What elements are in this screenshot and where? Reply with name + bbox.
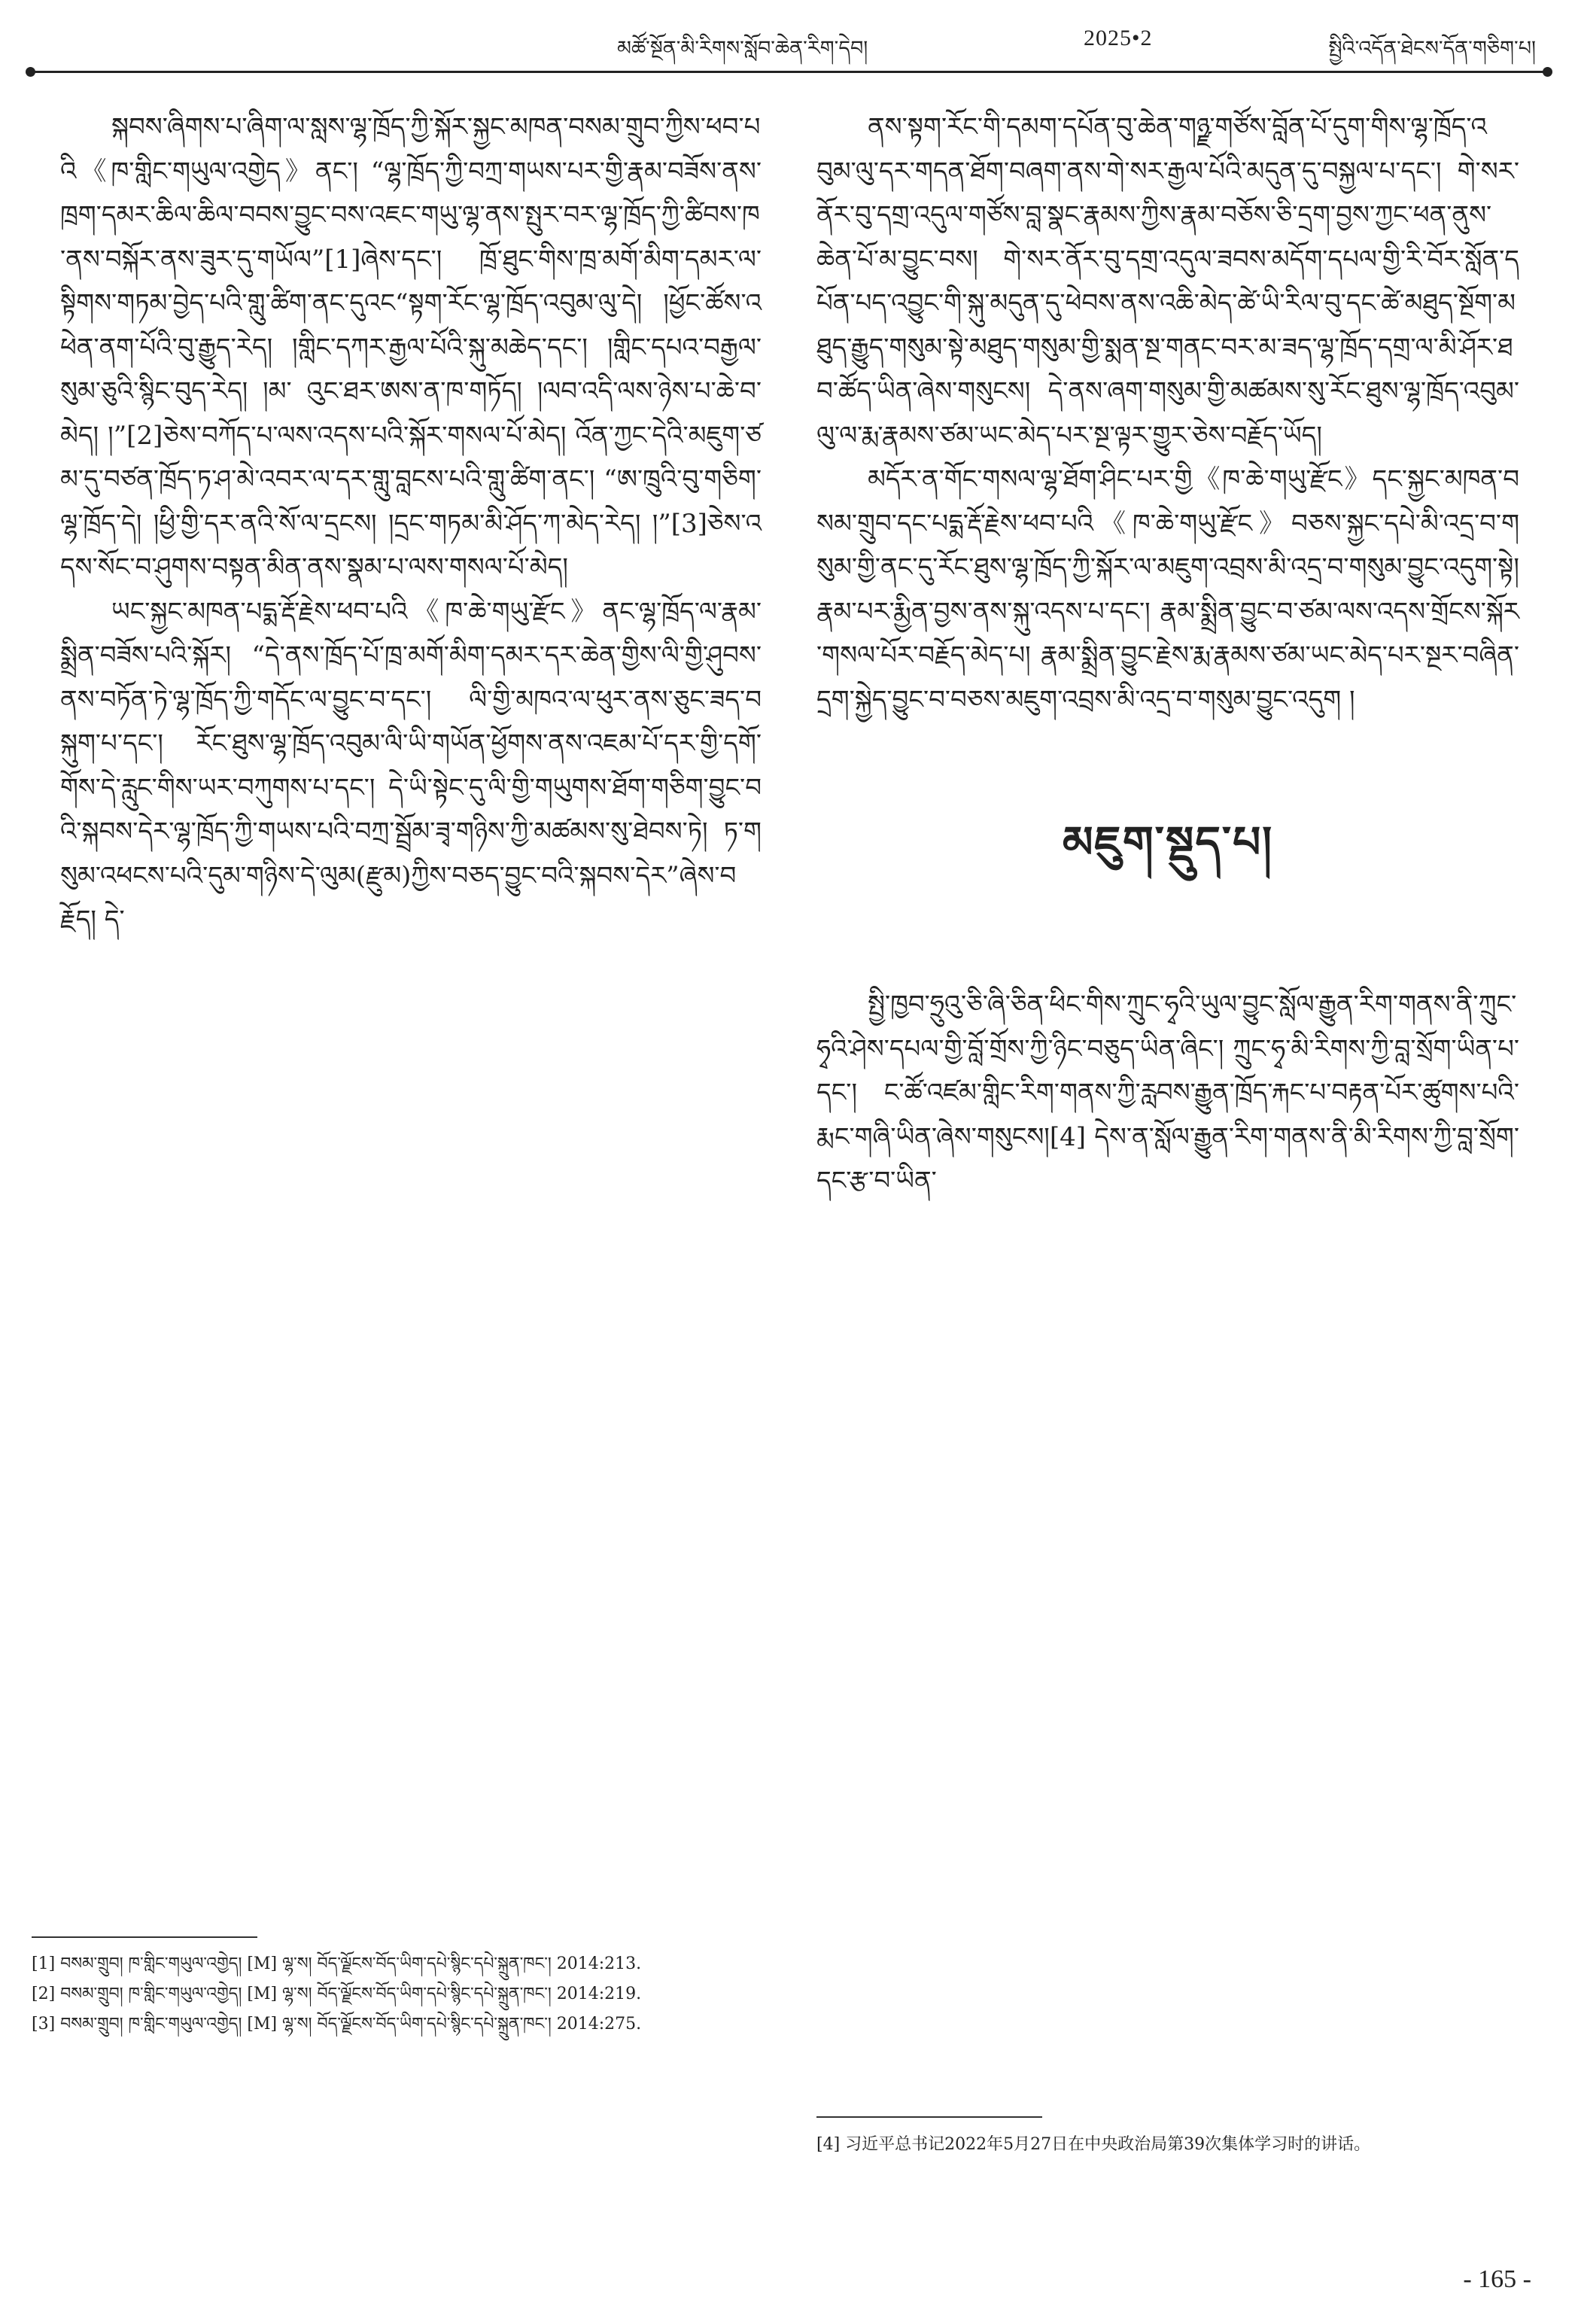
body-paragraph: ཡང་སྐྱང་མཁན་པདྨ་རྡོ་རྗེས་ཕབ་པའི《ཁ་ཆེ་གཡུ་རྫོང》ནང་ལྷ་ཁྲོད་ལ་རྣམ་སྨྲིན་བཟོས་པའི་སྐོར། “དེ་ནས་ཁྲོད་པོ་ཁྲ་མགོ་མིག་དམར་དར་ཆེན་གྱིས་ལི་གྱི་ཤུབས་ནས་བཏོན་ཏེ་ལྷ་ཁྲོད་ཀྱི་གདོང་ལ་བྱུང་བ་དང་། ལི་གྱི་མཁའ་ལ་ཕུར་ནས་ཅུང་ཟད་བསྐུག་པ་དང་། རོང་ཐུས་ལྷ་ཁྲོད་འབུམ་ལི་ཡི་གཡོན་ཕྱོགས་ནས་འཇམ་པོ་དར་གྱི་དགོ་གོས་དེ་རླུང་གིས་ཡར་བཀུགས་པ་དང་། དེ་ཡི་སྟེང་དུ་ལི་གྱི་གཡུགས་ཐོག་གཅིག་བྱུང་བའི་སྐབས་དེར་ལྷ་ཁྲོད་ཀྱི་གཡས་པའི་བཀྲ་སྦྲོམ་ཟྭ་གཉིས་ཀྱི་མཚམས་སུ་ཐེབས་ཏེ། ཏ་གསུམ་འཕངས་པའི་དུམ་གཉིས་དེ་ལུམ(རྫུམ)ཀྱིས་བཅད་བྱུང་བའི་སྐབས་དེར”ཞེས་བརྗོད། དེ་ [60,596,762,935]
journal-title: མཚོ་སྔོན་མི་རིགས་སློབ་ཆེན་རིག་དེབ། [617,37,868,60]
body-paragraph: སྤྱི་ཁྱབ་ཧྲུའུ་ཅི་ཞི་ཅིན་ཕིང་གིས་ཀྲུང་ཧྭའི་ཡུལ་བྱུང་སློལ་རྒྱུན་རིག་གནས་ནི་ཀྲུང་ཧྭའི་ཤེས་དཔལ་གྱི་བློ་གྲོས་ཀྱི་ཉིང་བཅུད་ཡིན་ཞིང་། ཀྲུང་ཧྭ་མི་རིགས་ཀྱི་བླ་སྲོག་ཡིན་པ་དང་། ང་ཚོ་འཛམ་གླིང་རིག་གནས་ཀྱི་རླབས་རྒྱུན་ཁྲོད་རྐང་པ་བརྟན་པོར་ཚུགས་པའི་རྨང་གཞི་ཡིན་ཞེས་གསུངས།[4] དེས་ན་སློལ་རྒྱུན་རིག་གནས་ནི་མི་རིགས་ཀྱི་བླ་སྲོག་དང་རྩ་བ་ཡིན་ [816,990,1519,1196]
section-heading: མཇུག་སྡུད་པ། [1062,817,1274,868]
running-header [30,21,1548,66]
footnote: [3] བསམ་གྲུབ། ཁ་གླིང་གཡུལ་འགྱེད། [M] ལྷ་ས། བོད་ལྗོངས་བོད་ཡིག་དཔེ་སྙིང་དཔེ་སྐྲུན་ཁང་། 2014:275. [32,2015,642,2034]
footnote-rule [816,2116,1042,2118]
body-paragraph: ནས་སྟག་རོང་གི་དམག་དཔོན་བུ་ཆེན་གཉྫ་གཙོས་བློན་པོ་དུག་གིས་ལྷ་ཁྲོད་འབུམ་ལུ་དར་གདན་ཐོག་བཞག་ནས་གེ་སར་རྒྱལ་པོའི་མདུན་དུ་བསྐྱལ་པ་དང་། གེ་སར་ནོར་བུ་དགྲ་འདུལ་གཙོས་བླ་སྣང་རྣམས་ཀྱིས་རྣམ་བཅོས་ཅི་དྲག་བྱས་ཀྱང་ཕན་ནུས་ཆེན་པོ་མ་བྱུང་བས། གེ་སར་ནོར་བུ་དགྲ་འདུལ་ཟབས་མདོག་དཔལ་གྱི་རི་བོར་སློན་དཔོན་པད་འབྱུང་གི་སྐུ་མདུན་དུ་ཕེབས་ནས་འཆི་མེད་ཚེ་ཡི་རིལ་བུ་དང་ཚེ་མཐུད་སྔོག་མཐུད་རྒྱུད་གསུམ་སྟེ་མཐུད་གསུམ་གྱི་སྨན་སྔ་གནང་བར་མ་ཟད་ལྷ་ཁྲོད་དགྲ་ལ་མི་ཤོར་ཐབ་ཚོད་ཡིན་ཞེས་གསུངས། དེ་ནས་ཞག་གསུམ་གྱི་མཚམས་སུ་རོང་ཐུས་ལྷ་ཁྲོད་འབུམ་ལུ་ལ་རྨ་རྣམས་ཙམ་ཡང་མེད་པར་སྔ་ལྟར་གྱུར་ཅེས་བརྗོད་ཡོད། [816,112,1519,451]
body-paragraph: མདོར་ན་གོང་གསལ་ལྷ་ཐོག་ཤིང་པར་གྱི《ཁ་ཆེ་གཡུ་རྫོང》དང་སྐྱང་མཁན་བསམ་གྲུབ་དང་པདྨ་རྡོ་རྗེས་ཕབ་པའི《ཁ་ཆེ་གཡུ་རྫོང》བཅས་སྐྱང་དཔེ་མི་འདྲ་བ་གསུམ་གྱི་ནང་དུ་རོང་ཐུས་ལྷ་ཁྲོད་ཀྱི་སྐོར་ལ་མཇུག་འབྲས་མི་འདྲ་བ་གསུམ་བྱུང་འདུག་སྟེ། རྣམ་པར་རྨྱིན་བྱས་ནས་སྐུ་འདས་པ་དང་། རྣམ་སྨྲིན་བྱུང་བ་ཙམ་ལས་འདས་གྲོངས་སྐོར་གསལ་པོར་བརྗོད་མེད་པ། རྣམ་སྨྲིན་བྱུང་རྗེས་རྨ་རྣམས་ཙམ་ཡང་མེད་པར་སྔར་བཞིན་དྲག་སྐྱེད་བྱུང་བ་བཅས་མཇུག་འབྲས་མི་འདྲ་བ་གསུམ་བྱུང་འདུག ། [816,464,1519,715]
issue-section: སྤྱིའི་འདོན་ཐེངས་དོན་གཅིག་པ། [1328,37,1536,60]
right-footnotes [816,2133,1539,2163]
footnote: [4] 习近平总书记2022年5月27日在中央政治局第39次集体学习时的讲话。 [816,2135,1371,2154]
header-rule [30,71,1548,73]
left-column [60,105,762,942]
right-column [816,105,1519,1203]
issue-number: 2025•2 [1084,26,1153,50]
footnote: [1] བསམ་གྲུབ། ཁ་གླིང་གཡུལ་འགྱེད། [M] ལྷ་ས། བོད་ལྗོངས་བོད་ཡིག་དཔེ་སྙིང་དཔེ་སྐྲུན་ཁང་། 2014:213. [32,1954,642,1973]
left-footnotes [32,1952,762,2043]
body-paragraph: སྐབས་ཞིགས་པ་ཞིག་ལ་སླས་ལྷ་ཁྲོད་ཀྱི་སྐོར་སྐྱང་མཁན་བསམ་གྲུབ་ཀྱིས་ཕབ་པའི《ཁ་གླིང་གཡུལ་འགྱེད》ནང་། “ལྷ་ཁྲོད་ཀྱི་བཀྲ་གཡས་པར་གྱི་རྣམ་བཟོས་ནས་ཁྲག་དམར་ཆིལ་ཆིལ་བབས་བྱུང་བས་འཇང་གཡུ་ལྷ་ནས་སྤུར་བར་ལྷ་ཁྲོད་ཀྱི་ཚིབས་ཁ་ནས་བསྐོར་ནས་ཟུར་དུ་གཡོལ”[1]ཞེས་དང་། ཁྲོ་ཐུང་གིས་ཁྲ་མགོ་མིག་དམར་ལ་སྟིགས་གཏམ་བྱེད་པའི་གླུ་ཚིག་ནང་དུའང“སྟག་རོང་ལྷ་ཁྲོད་འབུམ་ལུ་དེ། །ཕྱོང་ཚོས་འཕེན་ནག་པོའི་བུ་རྒྱུད་རེད། །གླིང་དཀར་རྒྱལ་པོའི་སྐུ་མཆེད་དང་། །གླིང་དཔའ་བརྒྱལ་སུམ་ཅུའི་སྙིང་བུད་རེད། །མ་ འུང་ཐར་ཨས་ན་ཁ་གཏོད། །ལབ་འདི་ལས་ཉེས་པ་ཆེ་བ་མེད། །”[2]ཅེས་བཀོད་པ་ལས་འདས་པའི་སྐོར་གསལ་པོ་མེད། འོན་ཀྱང་དེའི་མཇུག་ཙམ་དུ་བཙན་ཁྲོད་ཏ་ཤ་མེ་འབར་ལ་དར་གླུ་བླངས་པའི་གླུ་ཚིག་ནང་། “ཨ་ཁྲུའི་བུ་གཅིག་ལྷ་ཁྲོད་དེ། །ཕྱི་གྱི་དར་ནའི་སོ་ལ་དྲངས། །དྲང་གཏམ་མི་ཤོད་ཀ་མེད་རེད། །”[3]ཅེས་འདས་སོང་བ་ཤུགས་བསྟན་མིན་ནས་སྣམ་པ་ལས་གསལ་པོ་མེད། [60,112,762,583]
footnote-rule [32,1936,257,1938]
page-number: - 165 - [1463,2265,1531,2293]
footnote: [2] བསམ་གྲུབ། ཁ་གླིང་གཡུལ་འགྱེད། [M] ལྷ་ས། བོད་ལྗོངས་བོད་ཡིག་དཔེ་སྙིང་དཔེ་སྐྲུན་ཁང་། 2014:219. [32,1985,642,2003]
